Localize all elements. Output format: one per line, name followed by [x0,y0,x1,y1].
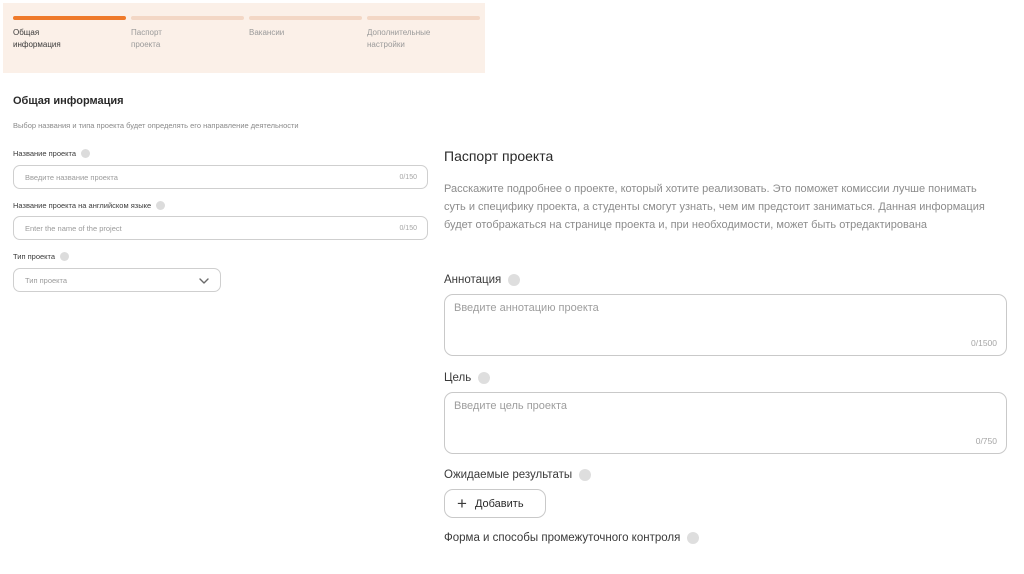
step-general-info[interactable] [13,16,126,51]
annotation-label [444,274,520,286]
step-additional-settings[interactable] [367,16,480,51]
label-text: Название проекта на английском языке [13,201,152,210]
info-icon[interactable] [60,252,69,261]
goal-label [444,372,490,384]
project-name-en-input[interactable] [13,216,428,240]
step-label: Вакансии [249,28,285,37]
label-text: Аннотация [444,274,502,286]
chevron-down-icon [198,275,210,287]
control-forms-label [444,532,699,544]
label-text: Цель [444,372,472,384]
char-counter: 0/150 [399,225,417,232]
textarea-placeholder: Введите аннотацию проекта [454,302,599,314]
step-label: Дополнительные настройки [367,28,431,49]
step-vacancies[interactable] [249,16,362,39]
step-project-passport[interactable] [131,16,244,51]
stepper [3,3,485,73]
project-type-select[interactable] [13,268,221,292]
step-progress-bar [13,16,126,20]
general-info-panel [3,3,485,303]
step-progress-bar [367,16,480,20]
annotation-textarea[interactable] [444,294,1007,356]
step-progress-bar [249,16,362,20]
section-title: Общая информация [13,95,124,107]
section-title: Паспорт проекта [444,148,554,164]
section-description: Расскажите подробнее о проекте, который хотите реализовать. Это поможет комиссии лучше понимать суть и специфику проекта, а студенты смогут узнать, чем им предстоит заниматься. Данная информация будет отображаться на странице проекта и, при необходимости, может быть отредактирована [444,183,985,231]
step-progress-bar [131,16,244,20]
goal-textarea[interactable] [444,392,1007,454]
project-name-en-label [13,201,165,210]
project-name-label [13,149,90,158]
input-placeholder: Введите название проекта [25,173,118,182]
label-text: Форма и способы промежуточного контроля [444,532,681,544]
add-result-button[interactable] [444,489,546,518]
info-icon[interactable] [478,372,490,384]
project-type-label [13,252,69,261]
section-description: Выбор названия и типа проекта будет определять его направление деятельности [13,121,299,130]
expected-results-label [444,469,591,481]
step-label: Общая информация [13,28,61,49]
info-icon[interactable] [508,274,520,286]
input-placeholder: Enter the name of the project [25,224,122,233]
char-counter: 0/750 [975,436,997,446]
info-icon[interactable] [687,532,699,544]
char-counter: 0/150 [399,174,417,181]
select-placeholder: Тип проекта [25,276,68,285]
plus-icon: + [457,494,467,513]
info-icon[interactable] [81,149,90,158]
project-name-input[interactable] [13,165,428,189]
info-icon[interactable] [156,201,165,210]
label-text: Название проекта [13,149,77,158]
info-icon[interactable] [579,469,591,481]
project-passport-panel [432,128,1014,548]
textarea-placeholder: Введите цель проекта [454,400,567,412]
label-text: Ожидаемые результаты [444,469,573,481]
label-text: Тип проекта [13,252,56,261]
button-label: Добавить [474,497,524,510]
char-counter: 0/1500 [971,338,997,348]
step-label: Паспорт проекта [131,28,162,49]
